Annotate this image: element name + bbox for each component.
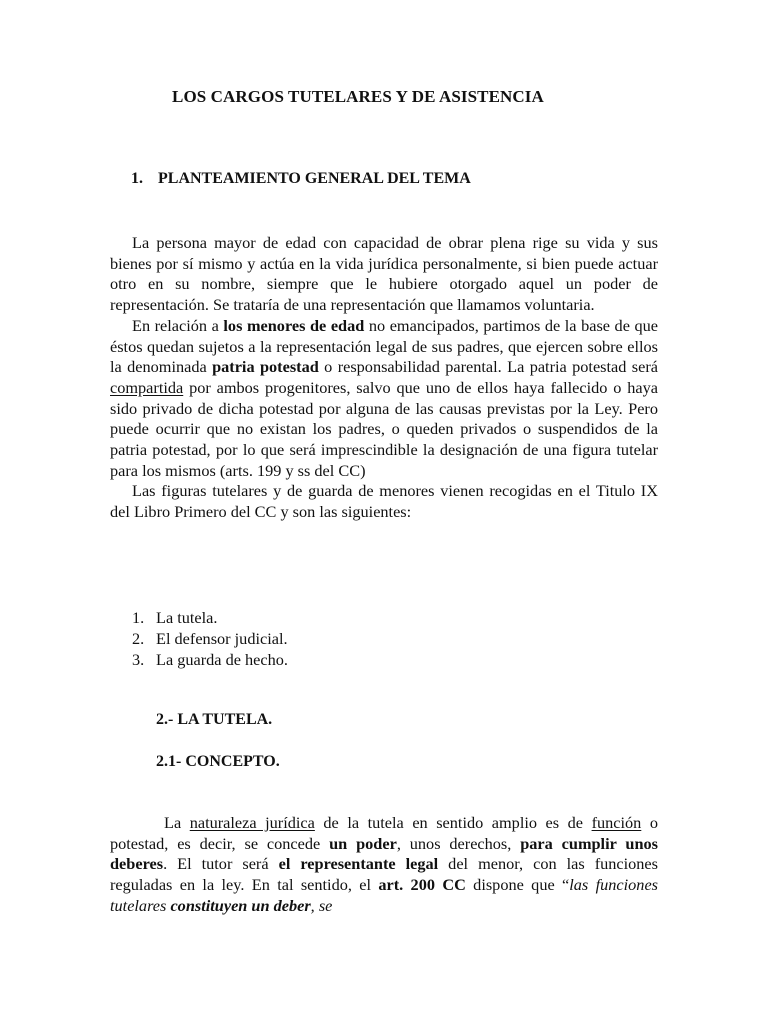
list-item-text: La tutela.	[156, 608, 218, 627]
figuras-list	[110, 607, 288, 670]
list-item-number: 3.	[132, 650, 145, 669]
bold-para-cumplir: para cumplir unos deberes	[110, 833, 658, 874]
document-title: LOS CARGOS TUTELARES Y DE ASISTENCIA	[172, 87, 544, 106]
bold-los-menores: los menores de edad	[223, 315, 365, 335]
paragraph-figuras: Las figuras tutelares y de guarda de menores vienen recogidas en el Titulo IX del Libro Primero del CC y son las siguientes:	[110, 481, 658, 522]
list-item	[110, 649, 288, 670]
text-run: La	[164, 813, 190, 832]
italic-se: , se	[310, 895, 333, 915]
text-run: o responsabilidad parental. La patria potestad será	[318, 357, 658, 377]
italic-funciones: las funciones tutelares	[110, 875, 659, 915]
bold-representante-legal: el representante legal	[278, 854, 439, 874]
text-run: En relación a	[132, 315, 224, 335]
text-run: no emancipados, partimos de la base de que éstos quedan sujetos a la representación legal de sus padres, que ejercen sobre ellos la denominada	[110, 315, 658, 377]
paragraph-menores	[110, 316, 658, 482]
bold-un-poder: un poder	[329, 833, 397, 853]
bold-patria-potestad: patria potestad	[212, 357, 319, 377]
list-item-number: 1.	[132, 608, 145, 627]
text-run: dispone que “	[465, 875, 570, 895]
underlined-compartida: compartida	[110, 377, 184, 397]
section-2-heading: 2.- LA TUTELA.	[156, 711, 273, 728]
section-1-heading-text: PLANTEAMIENTO GENERAL DEL TEMA	[158, 170, 471, 187]
bold-italic-deber: constituyen un deber	[170, 895, 311, 915]
section-1-body	[110, 233, 658, 523]
paragraph-naturaleza	[110, 813, 658, 917]
list-item-text: El defensor judicial.	[156, 629, 288, 648]
text-run: o potestad, es decir, se concede	[110, 813, 658, 853]
section-1-number: 1.	[131, 170, 143, 187]
underlined-funcion: función	[591, 813, 642, 832]
paragraph-capacidad: La persona mayor de edad con capacidad de obrar plena rige su vida y sus bienes por sí mismo y actúa en la vida jurídica personalmente, si bien puede actuar otro en su nombre, siempre que le hubiere otorgado aquel un poder de representación. Se trataría de una representación que llamamos voluntaria.	[110, 233, 658, 315]
bold-art-200: art. 200 CC	[378, 875, 466, 895]
section-1-heading	[131, 170, 471, 188]
text-run: de la tutela en sentido amplio es de	[314, 813, 592, 832]
section-2-body	[110, 813, 658, 917]
text-run: del menor, con las funciones reguladas en la ley. En tal sentido, el	[110, 854, 658, 895]
text-run: por ambos progenitores, salvo que uno de ellos haya fallecido o haya sido privado de dicha potestad por alguna de las causas previstas por la Ley. Pero puede ocurrir que no existan los padres, o queden privados o suspendidos de la patria potestad, por lo que será imprescindible la designación de una figura tutelar para los mismos (arts. 199 y ss del CC)	[110, 377, 658, 480]
section-2-1-heading: 2.1- CONCEPTO.	[156, 753, 280, 770]
list-item	[110, 607, 288, 628]
list-item-number: 2.	[132, 629, 145, 648]
list-item	[110, 628, 288, 649]
list-item-text: La guarda de hecho.	[156, 650, 288, 669]
text-run: , unos derechos,	[396, 833, 521, 853]
underlined-naturaleza-juridica: naturaleza jurídica	[189, 813, 315, 832]
text-run: . El tutor será	[163, 854, 279, 874]
